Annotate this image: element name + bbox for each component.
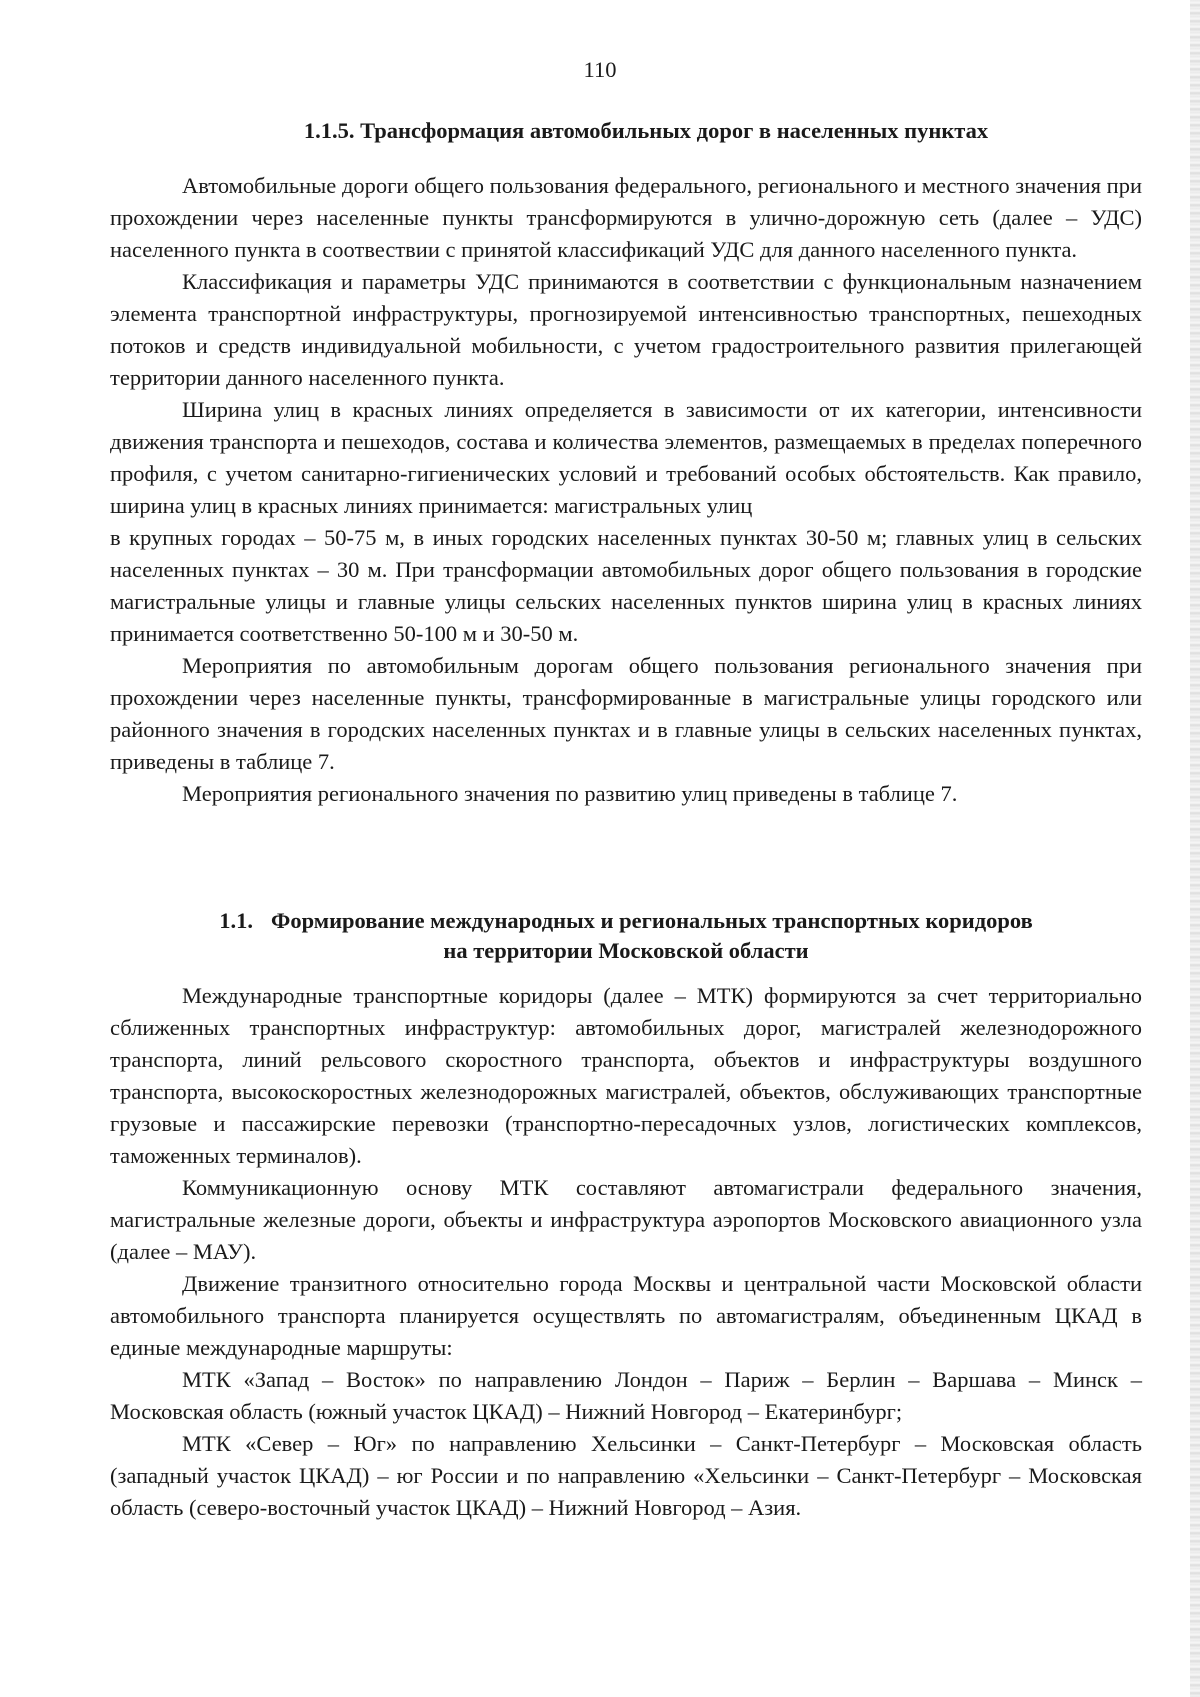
page-number: 110 <box>583 57 617 82</box>
section-heading-1-1-5: 1.1.5. Трансформация автомобильных дорог в населенных пунктах <box>303 118 989 143</box>
paragraph: Ширина улиц в красных линиях определяется в зависимости от их категории, интенсивности движения транспорта и пешеходов, состава и количества элементов, размещаемых в пределах поперечного профиля, с учетом санитарно-гигиенических условий и требований особых обстоятельств. Как правило, ширина улиц в красных линиях принимается: магистральных улиц <box>110 397 1142 518</box>
paragraph: Мероприятия по автомобильным дорогам общего пользования регионального значения при прохождении через населенные пункты, трансформированные в магистральные улицы городского или районного значения в городских населенных пунктах и в главные улицы в сельских населенных пунктах, приведены в таблице 7. <box>110 653 1142 774</box>
paragraph: Коммуникационную основу МТК составляют автомагистрали федерального значения, магистральные железные дороги, объекты и инфраструктура аэропортов Московского авиационного узла (далее – МАУ). <box>110 1175 1142 1264</box>
paragraph: МТК «Север – Юг» по направлению Хельсинки – Санкт-Петербург – Московская область (западный участок ЦКАД) – юг России и по направлению «Хельсинки – Санкт-Петербург – Московская область (северо-восточный участок ЦКАД) – Нижний Новгород – Азия. <box>110 1431 1142 1520</box>
paragraph: Движение транзитного относительно города Москвы и центральной части Московской области автомобильного транспорта планируется осуществлять по автомагистралям, объединенным ЦКАД в единые международные маршруты: <box>110 1271 1142 1360</box>
section-heading-1-1 <box>110 906 1142 966</box>
scan-edge <box>1190 0 1200 1697</box>
paragraph: МТК «Запад – Восток» по направлению Лондон – Париж – Берлин – Варшава – Минск – Московская область (южный участок ЦКАД) – Нижний Новгород – Екатеринбург; <box>110 1367 1142 1424</box>
paragraph: Автомобильные дороги общего пользования федерального, регионального и местного значения при прохождении через населенные пункты трансформируются в улично-дорожную сеть (далее – УДС) населенного пункта в соотвествии с принятой классификаций УДС для данного населенного пункта. <box>110 173 1142 262</box>
paragraph: в крупных городах – 50-75 м, в иных городских населенных пунктах 30-50 м; главных улиц в сельских населенных пунктах – 30 м. При трансформации автомобильных дорог общего пользования в городские магистральные улицы и главные улицы сельских населенных пунктов ширина улиц в красных линиях принимается соответственно 50-100 м и 30-50 м. <box>110 525 1142 646</box>
paragraph: Международные транспортные коридоры (далее – МТК) формируются за счет территориально сближенных транспортных инфраструктур: автомобильных дорог, магистралей железнодорожного транспорта, линий рельсового скоростного транспорта, объектов и инфраструктуры воздушного транспорта, высокоскоростных железнодорожных магистралей, объектов, обслуживающих транспортные грузовые и пассажирские перевозки (транспортно-пересадочных узлов, логистических комплексов, таможенных терминалов). <box>110 983 1142 1168</box>
section-heading-line-1: Формирование международных и региональных транспортных коридоров <box>271 908 1033 933</box>
section-heading-line-2: на территории Московской области <box>443 938 809 963</box>
section-body-1-1 <box>110 980 1142 1524</box>
paragraph: Мероприятия регионального значения по развитию улиц приведены в таблице 7. <box>182 781 958 806</box>
section-number: 1.1. <box>219 908 253 933</box>
paragraph: Классификация и параметры УДС принимаются в соответствии с функциональным назначением элемента транспортной инфраструктуры, прогнозируемой интенсивностью транспортных, пешеходных потоков и средств индивидуальной мобильности, с учетом градостроительного развития прилегающей территории данного населенного пункта. <box>110 269 1142 390</box>
section-body-1-1-5 <box>110 170 1142 810</box>
